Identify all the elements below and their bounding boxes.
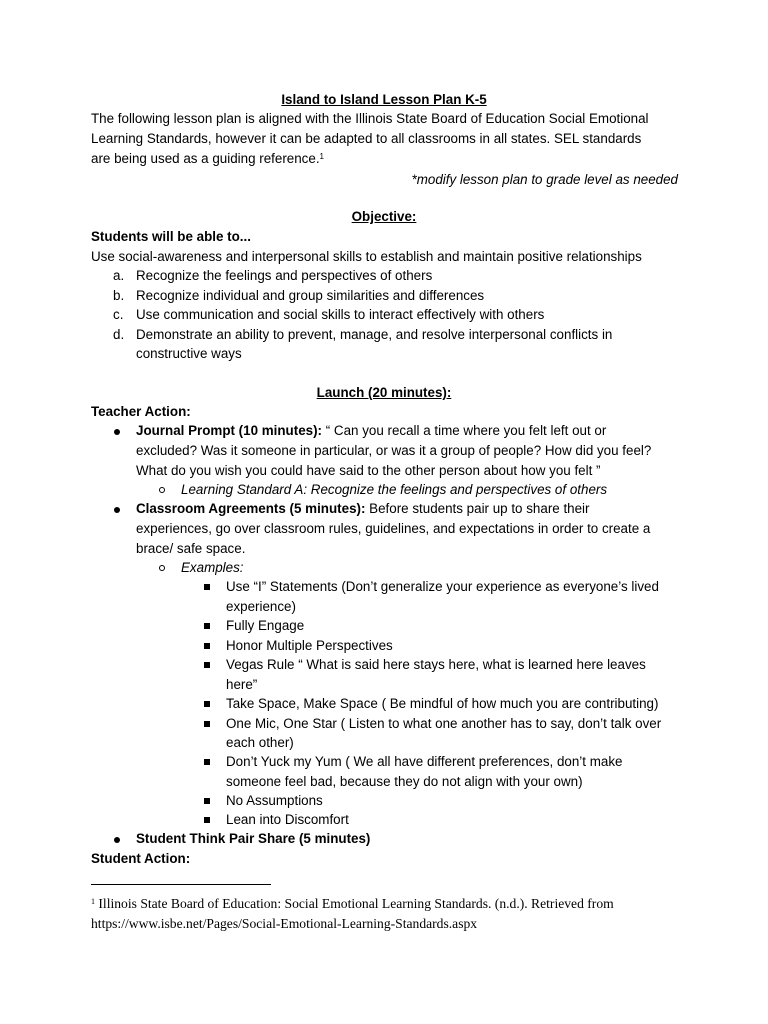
example-lean-into-discomfort: Lean into Discomfort (226, 812, 349, 827)
example-dont-yuck-cont: someone feel bad, because they do not align with your own) (226, 774, 583, 789)
bullet-icon (114, 429, 120, 435)
agreements-line-3: brace/ safe space. (136, 541, 246, 556)
example-one-mic: One Mic, One Star ( Listen to what one another has to say, don’t talk over (226, 716, 662, 731)
intro-line-2: Learning Standards, however it can be adapted to all classrooms in all states. SEL standards (91, 131, 642, 146)
journal-prompt-label: Journal Prompt (10 minutes): (136, 423, 323, 438)
footnote-mark: 1 (91, 897, 95, 906)
list-marker: d. (113, 327, 125, 342)
teacher-action-label: Teacher Action: (91, 404, 191, 419)
square-bullet-icon (204, 798, 210, 804)
objective-item-b: Recognize individual and group similarities and differences (136, 288, 485, 303)
learning-standard-a: Learning Standard A: Recognize the feelings and perspectives of others (181, 482, 608, 497)
objective-heading: Objective: (351, 209, 417, 224)
example-no-assumptions: No Assumptions (226, 793, 323, 808)
circle-bullet-icon (159, 565, 165, 571)
objective-item-d: Demonstrate an ability to prevent, manage, and resolve interpersonal conflicts in (136, 327, 613, 342)
journal-prompt-line-3: What do you wish you could have said to the other person about how you felt ” (136, 463, 601, 478)
square-bullet-icon (204, 643, 210, 649)
footnote-line-1: $^1$ Illinois State Board of Education: Social Emotional Learning Standards. (n.d.). Retrieved from (91, 896, 614, 911)
objective-subheading: Students will be able to... (91, 229, 251, 244)
agreements-line-2: experiences, go over classroom rules, guidelines, and expectations in order to create a (136, 521, 651, 536)
examples-label: Examples: (181, 560, 244, 575)
think-pair-share: Student Think Pair Share (5 minutes) (136, 831, 371, 846)
intro-line-1: The following lesson plan is aligned with the Illinois State Board of Education Social Emotional (91, 111, 649, 126)
square-bullet-icon (204, 701, 210, 707)
example-one-mic-cont: each other) (226, 735, 294, 750)
list-marker: b. (113, 288, 125, 303)
list-marker: c. (113, 307, 124, 322)
grade-level-note: *modify lesson plan to grade level as needed (411, 172, 678, 187)
launch-heading: Launch (20 minutes): (316, 385, 452, 400)
objective-item-c: Use communication and social skills to interact effectively with others (136, 307, 545, 322)
example-take-space: Take Space, Make Space ( Be mindful of how much you are contributing) (226, 696, 659, 711)
example-i-statements-cont: experience) (226, 599, 296, 614)
footnote-link[interactable]: https://www.isbe.net/Pages/Social-Emotional-Learning-Standards.aspx (91, 916, 478, 931)
agreements-line-1: Classroom Agreements (5 minutes): Before students pair up to share their (136, 501, 590, 516)
example-multiple-perspectives: Honor Multiple Perspectives (226, 638, 393, 653)
example-dont-yuck: Don’t Yuck my Yum ( We all have different preferences, don’t make (226, 754, 623, 769)
circle-bullet-icon (159, 487, 165, 493)
square-bullet-icon (204, 584, 210, 590)
square-bullet-icon (204, 623, 210, 629)
objective-item-d-cont: constructive ways (136, 346, 242, 361)
example-vegas-rule-cont: here” (226, 677, 258, 692)
agreements-label: Classroom Agreements (5 minutes): (136, 501, 366, 516)
bullet-icon (114, 837, 120, 843)
example-fully-engage: Fully Engage (226, 618, 305, 633)
journal-prompt-line-2: excluded? Was it someone in particular, or was it a group of people? How did you feel? (136, 443, 652, 458)
document-title: Island to Island Lesson Plan K-5 (281, 92, 487, 107)
objective-lead: Use social-awareness and interpersonal skills to establish and maintain positive relationships (91, 249, 642, 264)
square-bullet-icon (204, 759, 210, 765)
example-i-statements: Use “I” Statements (Don’t generalize your experience as everyone’s lived (226, 579, 659, 594)
objective-item-a: Recognize the feelings and perspectives of others (136, 268, 433, 283)
square-bullet-icon (204, 721, 210, 727)
list-marker: a. (113, 268, 125, 283)
square-bullet-icon (204, 662, 210, 668)
bullet-icon (114, 507, 120, 513)
example-vegas-rule: Vegas Rule “ What is said here stays here, what is learned here leaves (226, 657, 646, 672)
footnote-reference[interactable]: 1 (319, 152, 324, 161)
journal-prompt-line-1: Journal Prompt (10 minutes): “ Can you recall a time where you felt left out or (136, 423, 607, 438)
intro-line-3: are being used as a guiding reference.$^1$ (91, 151, 324, 166)
student-action-label: Student Action: (91, 851, 191, 866)
footnote-divider (91, 884, 271, 885)
square-bullet-icon (204, 817, 210, 823)
